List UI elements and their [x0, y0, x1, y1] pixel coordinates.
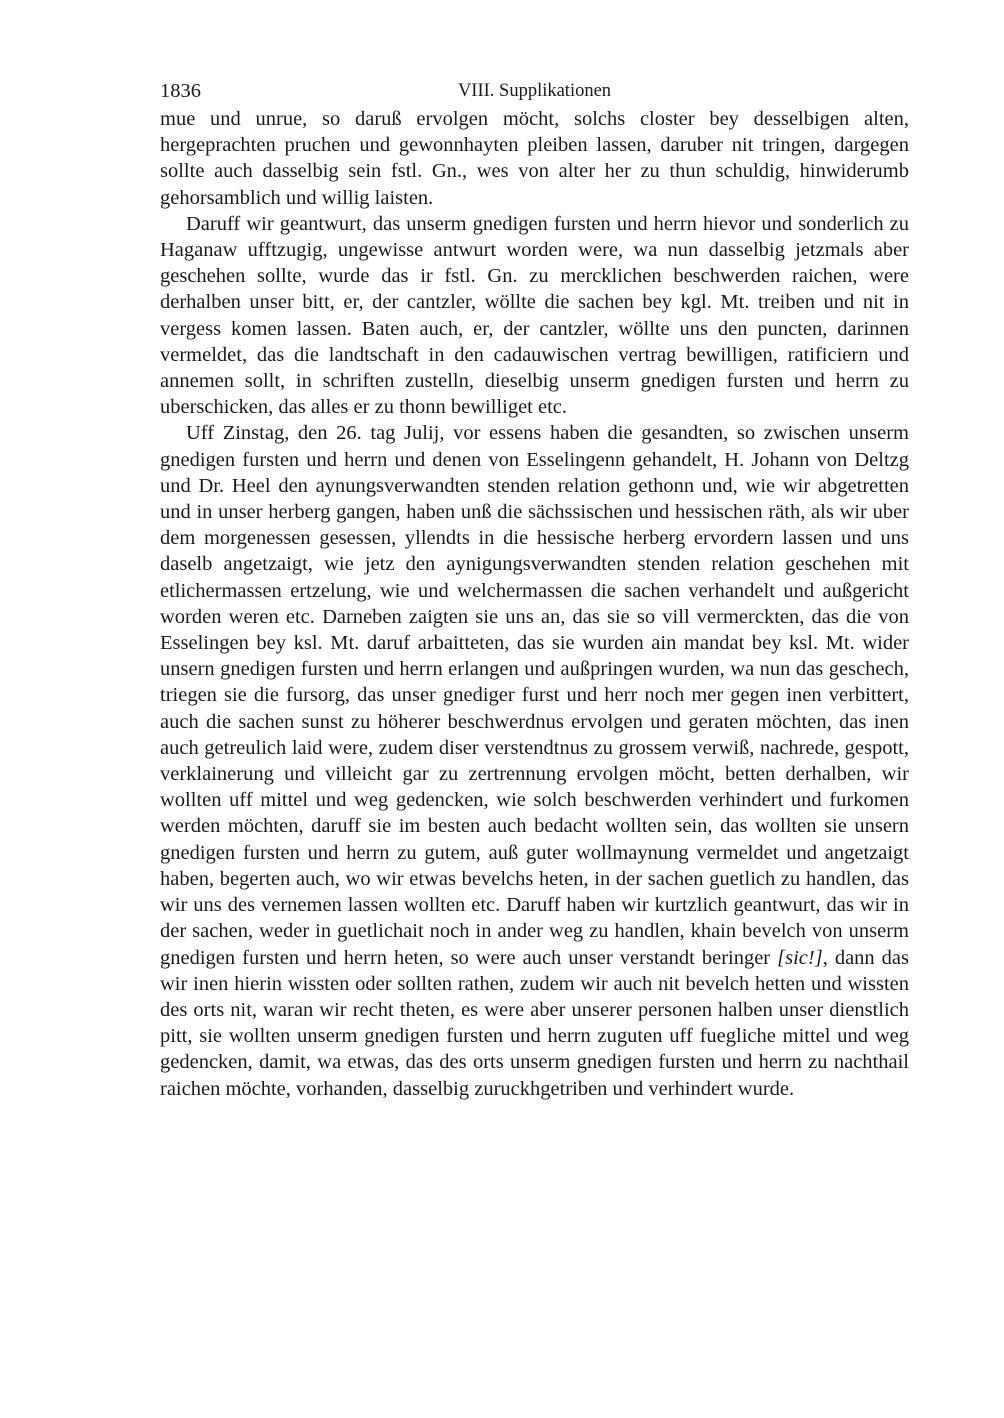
editorial-note: [sic!]: [777, 946, 823, 969]
paragraph-3-text-a: Uff Zinstag, den 26. tag Julij, vor essens haben die gesandten, so zwischen unserm gnedigen fursten und herrn und denen von Esselingenn gehandelt, H. Johann von Deltzg und Dr. Heel den aynungsverwandten stenden relation gethonn und, wie wir abgetretten und in unser herberg gangen, haben unß die sächssischen und hessischen räth, als wir uber dem morgenessen gesessen, yllendts in die hessische herberg ervordern lassen und uns daselb angetzaigt, wie jetz den aynigungsverwandten stenden relation geschehen mit etlichermassen ertzelung, wie und welchermassen die sachen verhandelt und außgericht worden weren etc. Darneben zaigten sie uns an, das sie so vill vermerckten, das die von Esselingen bey ksl. Mt. daruf arbaitteten, das sie wurden ain mandat bey ksl. Mt. wider unsern gnedigen fursten und herrn erlangen und außpringen wurden, wa nun das geschech, triegen sie die fursorg, das unser gnediger furst und herr noch mer gegen inen verbittert, auch die sachen sunst zu höherer beschwerdnus ervolgen und geraten möchten, das inen auch getreulich laid were, zudem diser verstendtnus zu grossem verwiß, nachrede, gespott, verklainerung und villeicht gar zu zertrennung ervolgen möcht, betten derhalben, wir wollten uff mittel und weg gedencken, wie solch beschwerden verhindert und furkomen werden möchten, daruff sie im besten auch bedacht wollten sein, das wollten sie unsern gnedigen fursten und herrn zu gutem, auß guter wollmaynung vermeldet und angetzaigt haben, begerten auch, wo wir etwas bevelchs heten, in der sachen guetlich zu handlen, das wir uns des vernemen lassen wollten etc. Daruff haben wir kurtzlich geantwurt, das wir in der sachen, weder in guetlichait noch in ander weg zu handlen, khain bevelch von unserm gnedigen fursten und herrn heten, so were auch unser verstandt beringer: [160, 422, 909, 969]
paragraph-2: Daruff wir geantwurt, das unserm gnedigen fursten und herrn hievor und sonderlich zu Haganaw ufftzugig, ungewisse antwurt worden were, wa nun dasselbig jetzmals aber geschehen sollte, wurde das ir fstl. Gn. zu mercklichen beschwerden raichen, were derhalben unser bitt, er, der cantzler, wöllte die sachen bey kgl. Mt. treiben und nit in vergess komen lassen. Baten auch, er, der cantzler, wöllte uns den puncten, darinnen vermeldet, das die landtschaft in den cadauwischen vertrag bewilligen, ratificiern und annemen sollt, in schriften zustelln, dieselbig unserm gnedigen fursten und herrn zu uberschicken, das alles er zu thonn bewilliget etc.: [160, 212, 909, 419]
paragraph-3: [160, 420, 909, 1101]
running-head: [160, 76, 909, 106]
paragraph-1: mue und unrue, so daruß ervolgen möcht, solchs closter bey desselbigen alten, hergeprachten pruchen und gewonnhayten pleiben lassen, daruber nit tringen, dargegen sollte auch dasselbig sein fstl. Gn., wes von alter her zu thun schuldig, hinwiderumb gehorsamblich und willig laisten.: [160, 108, 909, 209]
body-text: [160, 106, 909, 1102]
document-page: [160, 76, 909, 1102]
section-title: VIII. Supplikationen: [457, 81, 612, 101]
page-number: 1836: [160, 80, 201, 102]
paragraph-3-text-b: , dann das wir inen hierin wissten oder sollten rathen, zudem wir auch nit bevelch hetten und wissten des orts nit, waran wir recht theten, es were aber unserer personen halben unser dienstlich pitt, sie wollten unserm gnedigen fursten und herrn zuguten uff fuegliche mittel und weg gedencken, damit, wa etwas, das des orts unserm gnedigen fursten und herrn zu nachthail raichen möchte, vorhanden, dasselbig zuruckhgetriben und verhindert wurde.: [160, 946, 909, 1100]
